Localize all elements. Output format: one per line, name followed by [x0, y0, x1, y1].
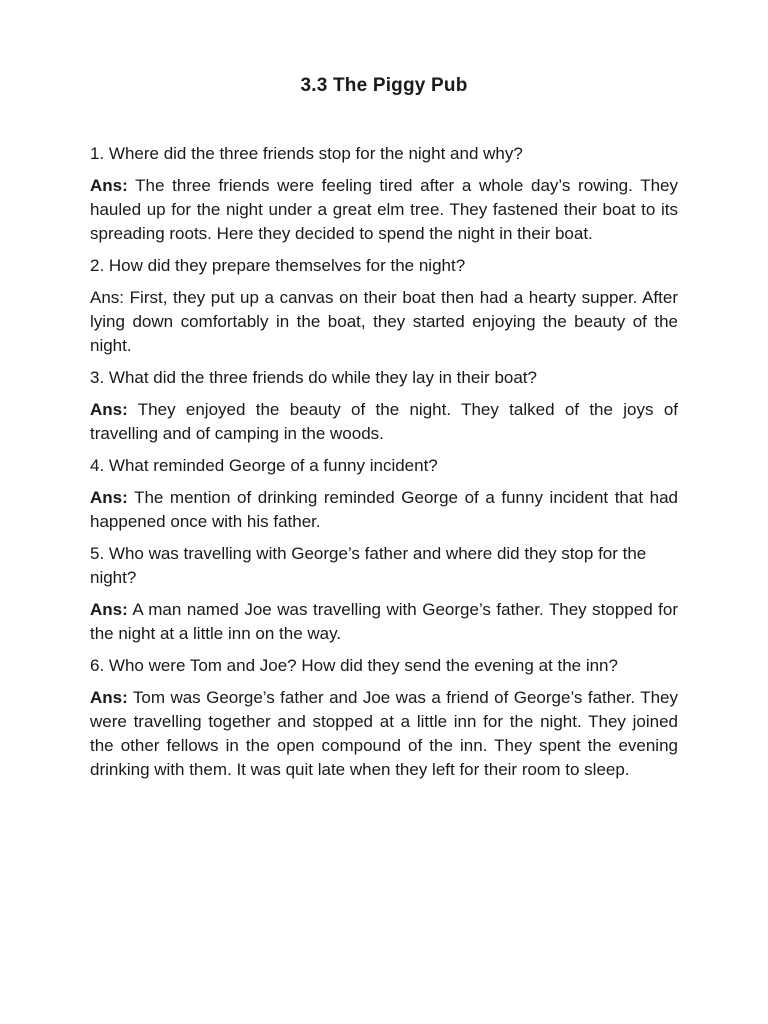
qa-item-5 — [90, 542, 678, 646]
question: 1. Where did the three friends stop for the night and why? — [90, 144, 523, 163]
answer-text: A man named Joe was travelling with George’s father. They stopped for the night at a little inn on the way. — [90, 600, 678, 643]
answer-label: Ans: — [90, 400, 128, 419]
answer-text: They enjoyed the beauty of the night. They talked of the joys of travelling and of camping in the woods. — [90, 400, 678, 443]
page-title: 3.3 The Piggy Pub — [300, 75, 468, 96]
answer-label: Ans: — [90, 488, 128, 507]
question: 2. How did they prepare themselves for the night? — [90, 256, 466, 275]
answer — [90, 598, 678, 646]
qa-item-2 — [90, 254, 678, 358]
answer-label: Ans: — [90, 288, 125, 307]
answer — [90, 398, 678, 446]
answer-label: Ans: — [90, 600, 128, 619]
answer — [90, 286, 678, 358]
question: 3. What did the three friends do while they lay in their boat? — [90, 368, 537, 387]
answer-text: The mention of drinking reminded George of a funny incident that had happened once with his father. — [90, 488, 679, 531]
question: 4. What reminded George of a funny incident? — [90, 456, 438, 475]
qa-item-3 — [90, 366, 678, 446]
answer — [90, 686, 678, 782]
qa-item-1 — [90, 142, 678, 246]
qa-item-6 — [90, 654, 678, 782]
answer-text: First, they put up a canvas on their boat then had a hearty supper. After lying down comfortably in the boat, they started enjoying the beauty of the night. — [90, 288, 678, 355]
answer-text: Tom was George’s father and Joe was a friend of George’s father. They were travelling together and stopped at a little inn for the night. They joined the other fellows in the open compound of the inn. They spent the evening drinking with them. It was quit late when they left for their room to sleep. — [90, 688, 679, 779]
qa-item-4 — [90, 454, 678, 534]
answer — [90, 486, 678, 534]
document-page — [90, 70, 678, 790]
answer — [90, 174, 678, 246]
answer-label: Ans: — [90, 688, 128, 707]
answer-label: Ans: — [90, 176, 128, 195]
question: 6. Who were Tom and Joe? How did they send the evening at the inn? — [90, 656, 618, 675]
question: 5. Who was travelling with George’s father and where did they stop for the night? — [90, 544, 647, 587]
answer-text: The three friends were feeling tired after a whole day’s rowing. They hauled up for the night under a great elm tree. They fastened their boat to its spreading roots. Here they decided to spend the night in their boat. — [90, 176, 678, 243]
